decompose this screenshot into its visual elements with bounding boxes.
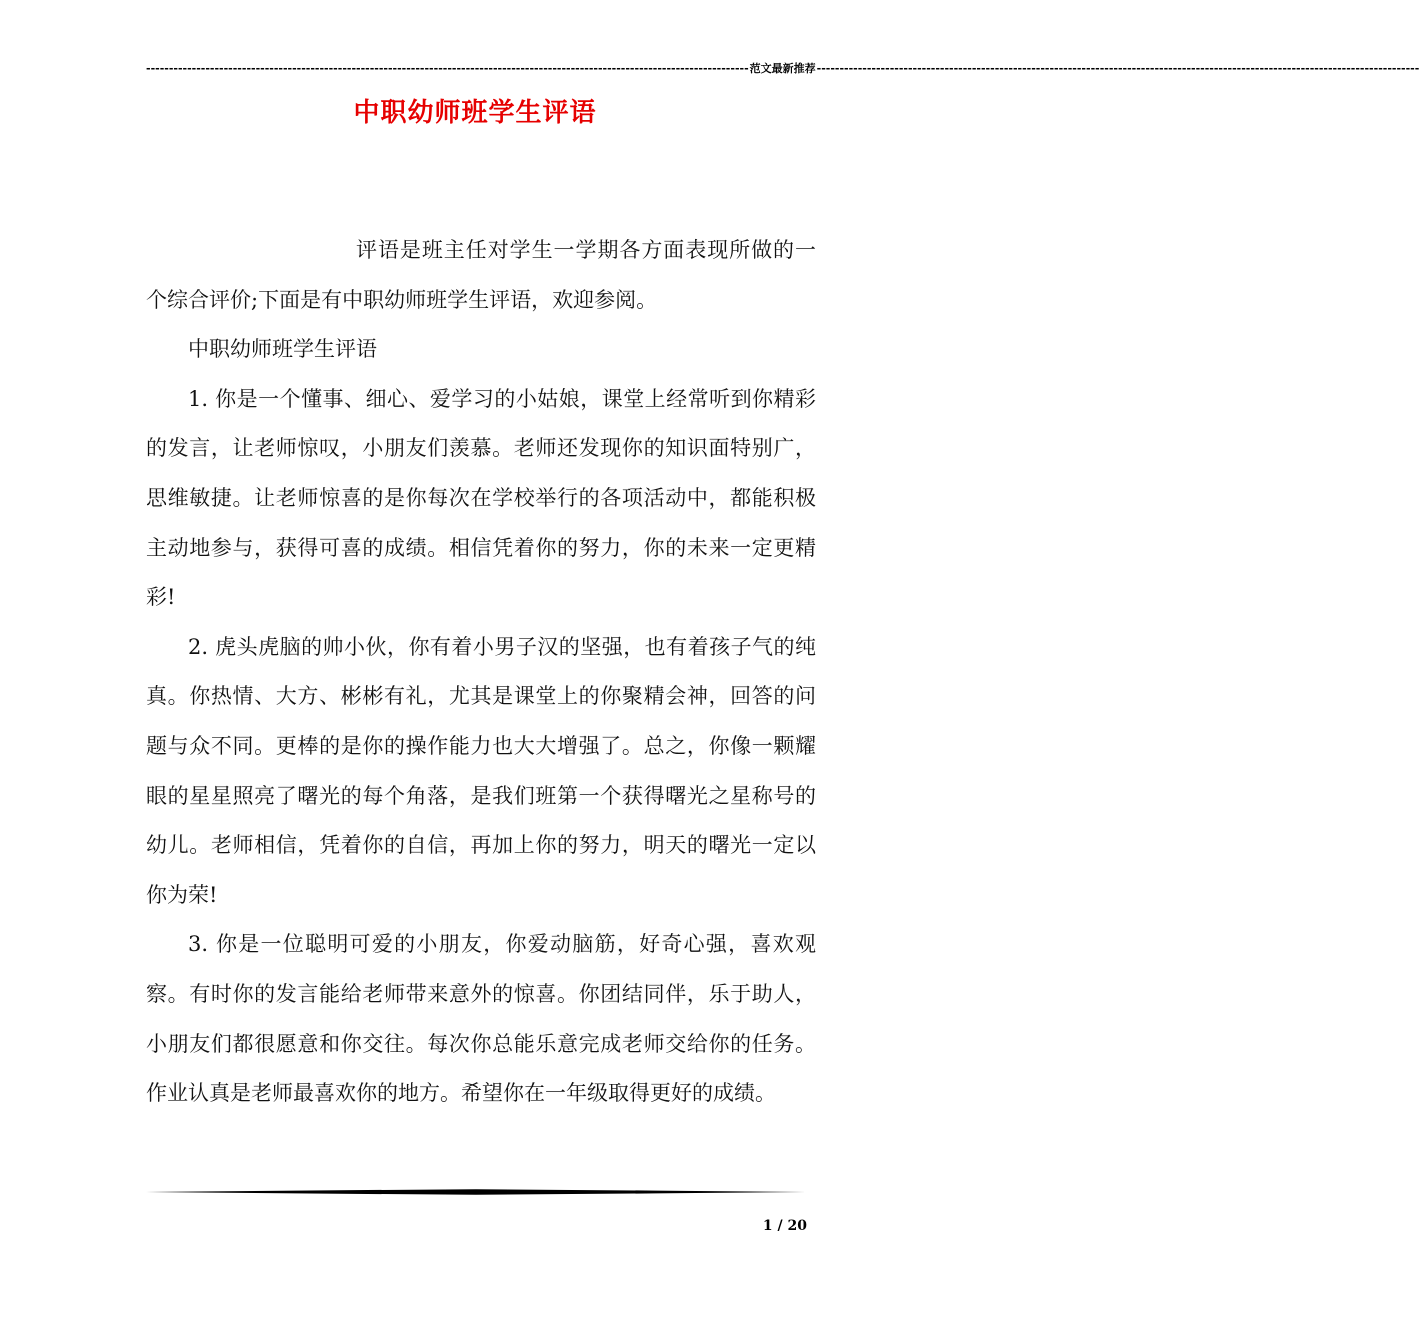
footer-rule <box>146 1188 806 1196</box>
page-header <box>146 60 1419 76</box>
header-label: 范文最新推荐 <box>749 62 816 75</box>
document-title: 中职幼师班学生评语 <box>353 98 597 128</box>
header-dashes-left: ------------------------------------------------------------------------------------------------------------------------------------ <box>146 61 749 75</box>
page-number: 1 / 20 <box>762 1218 807 1234</box>
header-dashes-right: ------------------------------------------------------------------------------------------------------------------------------------ <box>816 61 1419 75</box>
section-heading: 中职幼师班学生评语 <box>188 337 377 362</box>
intro-paragraph: 评语是班主任对学生一学期各方面表现所做的一个综合评价;下面是有中职幼师班学生评语，欢迎参阅。 <box>146 238 816 312</box>
comment-item-3: 3. 你是一位聪明可爱的小朋友，你爱动脑筋，好奇心强，喜欢观察。有时你的发言能给老师带来意外的惊喜。你团结同伴，乐于助人，小朋友们都很愿意和你交往。每次你总能乐意完成老师交给你的任务。作业认真是老师最喜欢你的地方。希望你在一年级取得更好的成绩。 <box>146 932 816 1106</box>
document-body <box>146 226 816 1119</box>
comment-item-1: 1. 你是一个懂事、细心、爱学习的小姑娘，课堂上经常听到你精彩的发言，让老师惊叹，小朋友们羡慕。老师还发现你的知识面特别广，思维敏捷。让老师惊喜的是你每次在学校举行的各项活动中，都能积极主动地参与，获得可喜的成绩。相信凭着你的努力，你的未来一定更精彩! <box>146 386 816 610</box>
comment-item-2: 2. 虎头虎脑的帅小伙，你有着小男子汉的坚强，也有着孩子气的纯真。你热情、大方、彬彬有礼，尤其是课堂上的你聚精会神，回答的问题与众不同。更棒的是你的操作能力也大大增强了。总之，你像一颗耀眼的星星照亮了曙光的每个角落，是我们班第一个获得曙光之星称号的幼儿。老师相信，凭着你的自信，再加上你的努力，明天的曙光一定以你为荣! <box>146 634 816 907</box>
